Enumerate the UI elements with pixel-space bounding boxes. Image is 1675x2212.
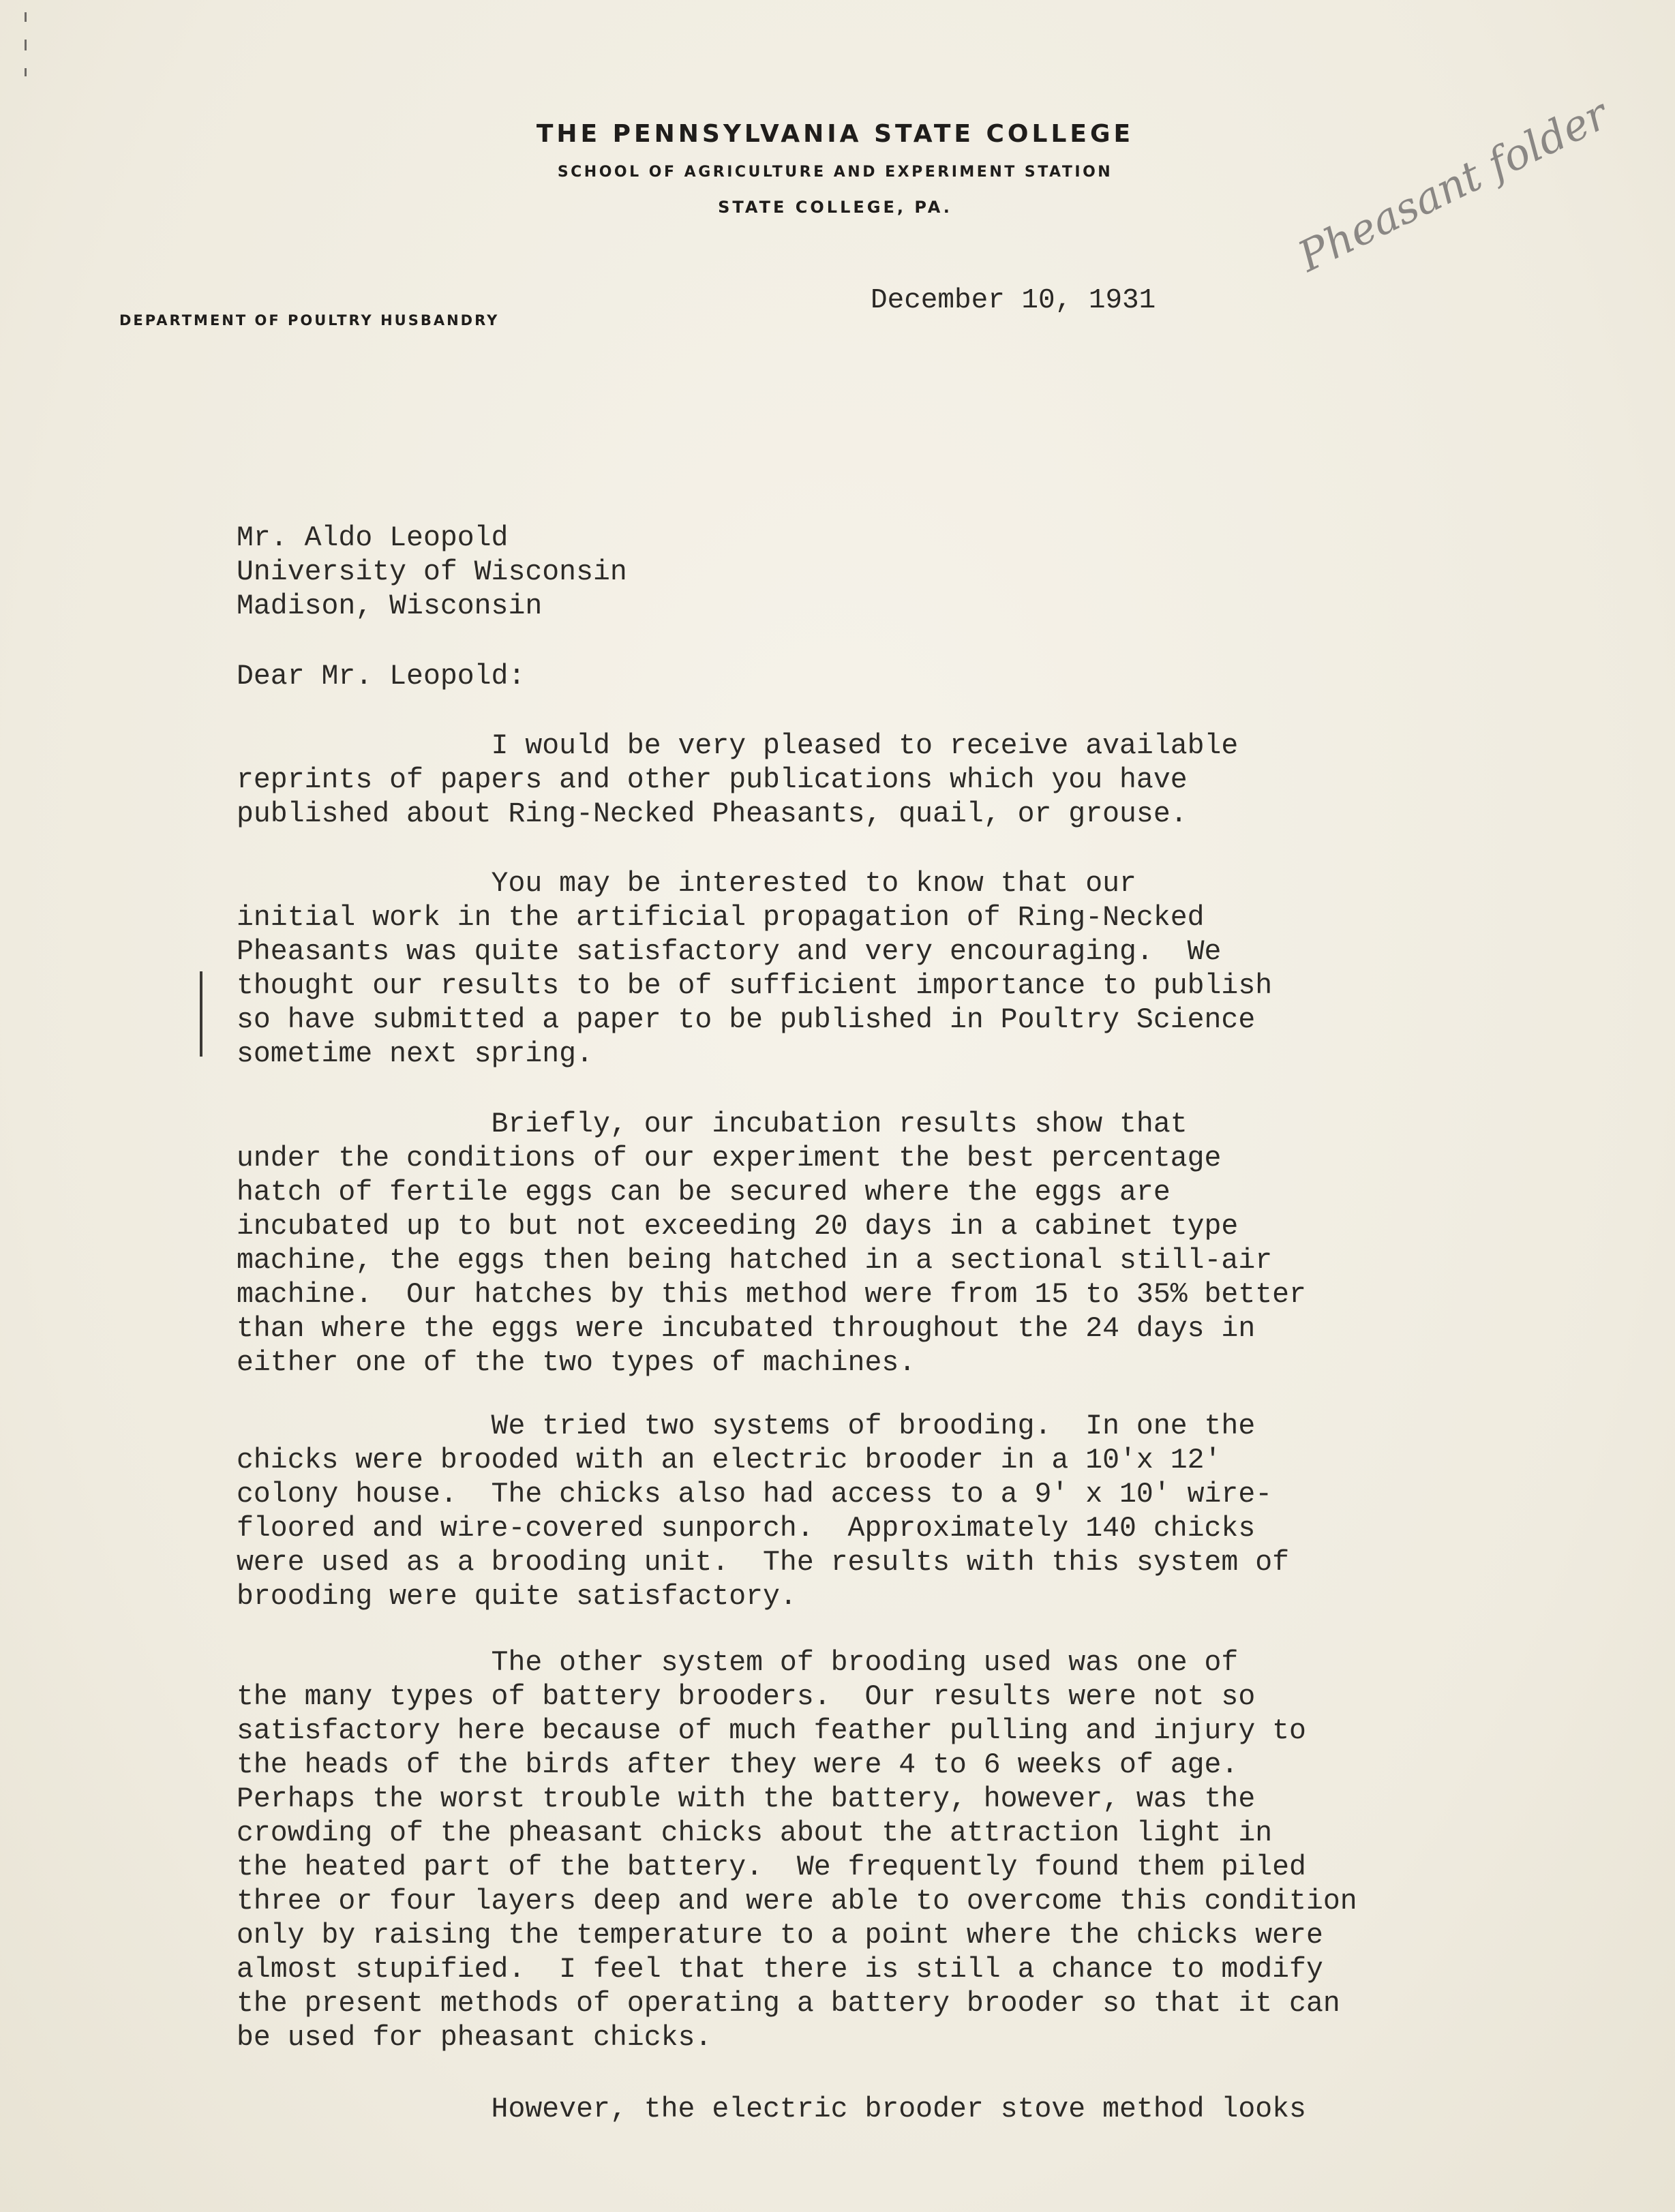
department-name: DEPARTMENT OF POULTRY HUSBANDRY xyxy=(119,312,500,329)
letterhead-subtitle: SCHOOL OF AGRICULTURE AND EXPERIMENT STATION xyxy=(557,164,1113,181)
salutation: Dear Mr. Leopold: xyxy=(237,661,526,693)
letterhead-city: STATE COLLEGE, PA. xyxy=(718,198,952,217)
margin-mark xyxy=(200,971,202,1057)
recipient-line: Mr. Aldo Leopold xyxy=(237,522,509,554)
handwritten-note: Pheasant folder xyxy=(1290,89,1616,282)
edge-mark xyxy=(25,68,27,76)
body-paragraph: We tried two systems of brooding. In one the chicks were brooded with an electric brooder in a 10'x 12' colony house. The chicks also had access to a 9' x 10' wire- floored and wire-covered sunporch. Approximately 140 chicks were used as a brooding unit. The results with this system of brooding were quite satisfactory. xyxy=(237,1410,1290,1613)
recipient-line: University of Wisconsin xyxy=(237,556,627,588)
body-paragraph: You may be interested to know that our initial work in the artificial propagation of Ring-Necked Pheasants was quite satisfactory and very encouraging. We thought our results to be of sufficient importance to publish so have submitted a paper to be published in Poultry Science sometime next spring. xyxy=(237,868,1273,1070)
body-paragraph: The other system of brooding used was one of the many types of battery brooders. Our results were not so satisfactory here because of much feather pulling and injury to the heads of the birds after they were 4 to 6 weeks of age. Perhaps the worst trouble with the battery, however, was the crowding of the pheasant chicks about the attraction light in the heated part of the battery. We frequently found them piled three or four layers deep and were able to overcome this condition only by raising the temperature to a point where the chicks were almost stupified. I feel that there is still a chance to modify the present methods of operating a battery brooder so that it can be used for pheasant chicks. xyxy=(237,1647,1357,2054)
body-paragraph: Briefly, our incubation results show that under the conditions of our experiment the best percentage hatch of fertile eggs can be secured where the eggs are incubated up to but not exceeding 20 days in a cabinet type machine, the eggs then being hatched in a sectional still-air machine. Our hatches by this method were from 15 to 35% better than where the eggs were incubated throughout the 24 days in either one of the two types of machines. xyxy=(237,1108,1306,1379)
letterhead-title: THE PENNSYLVANIA STATE COLLEGE xyxy=(536,120,1134,148)
body-paragraph: However, the electric brooder stove method looks xyxy=(237,2093,1306,2125)
body-paragraph: I would be very pleased to receive available reprints of papers and other publications which you have published about Ring-Necked Pheasants, quail, or grouse. xyxy=(237,730,1239,830)
edge-mark xyxy=(25,40,27,50)
recipient-line: Madison, Wisconsin xyxy=(237,590,543,622)
letter-date: December 10, 1931 xyxy=(871,285,1156,316)
recipient-address xyxy=(237,521,627,624)
edge-mark xyxy=(25,12,27,22)
